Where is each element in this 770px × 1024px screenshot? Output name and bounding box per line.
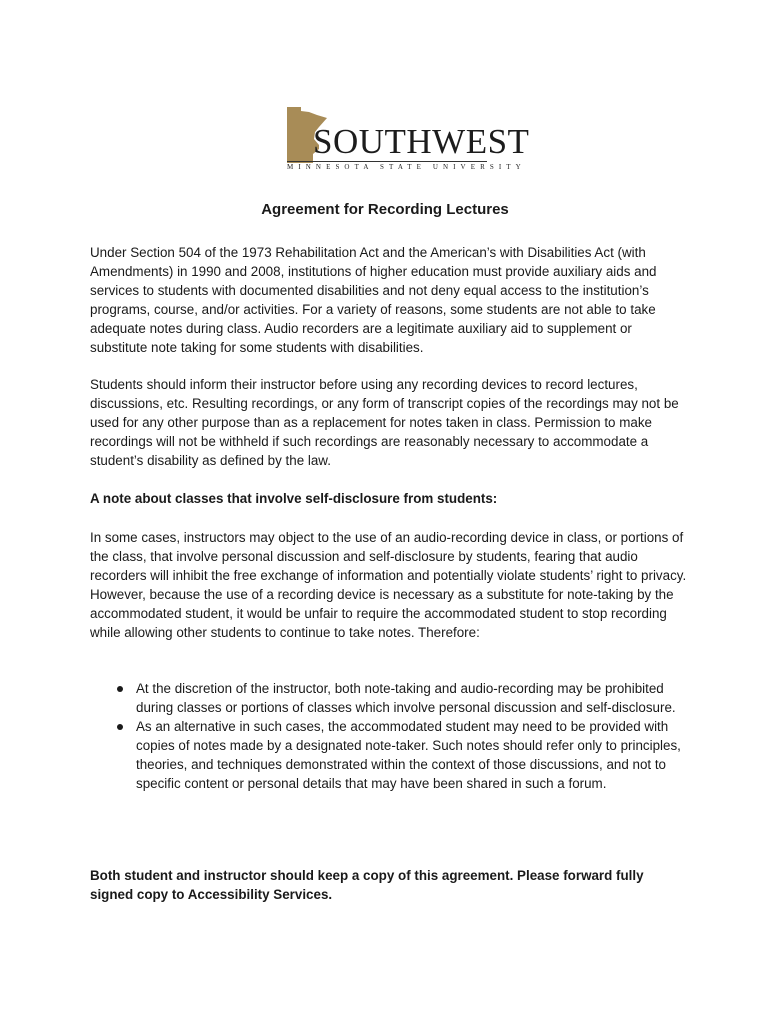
list-item-text: At the discretion of the instructor, both note-taking and audio-recording may be prohibited during classes or portions of classes which involve personal discussion and self-disclosure. [136, 681, 676, 716]
inform-instructor-paragraph: Students should inform their instructor before using any recording devices to record lectures, discussions, etc. Resulting recordings, or any form of transcript copies of the recordings may not be used for any other purpose than as a replacement for notes taken in class. Permission to make recordings will not be withheld if such recordings are reasonably necessary to accommodate a student’s disability as defined by the law. [90, 377, 679, 469]
list-item [90, 679, 690, 717]
logo-subtitle: MINNESOTA STATE UNIVERSITY [287, 163, 526, 171]
university-logo [283, 105, 530, 171]
bullet-list [90, 679, 690, 794]
bullet-icon [117, 724, 123, 730]
closing-instructions: Both student and instructor should keep a copy of this agreement. Please forward fully signed copy to Accessibility Services. [90, 868, 644, 903]
section-heading: A note about classes that involve self-disclosure from students: [90, 491, 498, 506]
self-disclosure-paragraph: In some cases, instructors may object to the use of an audio-recording device in class, or portions of the class, that involve personal discussion and self-disclosure by students, fearing that audio recorders will inhibit the free exchange of information and potentially violate students’ right to privacy. However, because the use of a recording device is necessary as a substitute for note-taking by the accommodated student, it would be unfair to require the accommodated student to stop recording while allowing other students to continue to take notes. Therefore: [90, 530, 687, 641]
list-item [90, 717, 690, 793]
logo-divider [287, 161, 487, 162]
bullet-icon [117, 686, 123, 692]
document-title: Agreement for Recording Lectures [261, 201, 509, 218]
intro-paragraph: Under Section 504 of the 1973 Rehabilitation Act and the American’s with Disabilities Act (with Amendments) in 1990 and 2008, institutions of higher education must provide auxiliary aids and services to students with documented disabilities and not deny equal access to the institution’s programs, course, and/or activities. For a variety of reasons, some students are not able to take adequate notes during class. Audio recorders are a legitimate auxiliary aid to supplement or substitute note taking for some students with disabilities. [90, 245, 657, 356]
logo-wordmark: SOUTHWEST [313, 122, 530, 161]
list-item-text: As an alternative in such cases, the accommodated student may need to be provided with copies of notes made by a designated note-taker. Such notes should refer only to principles, theories, and techniques demonstrated within the context of those discussions, and not to specific content or personal details that may have been shared in such a forum. [136, 719, 681, 792]
